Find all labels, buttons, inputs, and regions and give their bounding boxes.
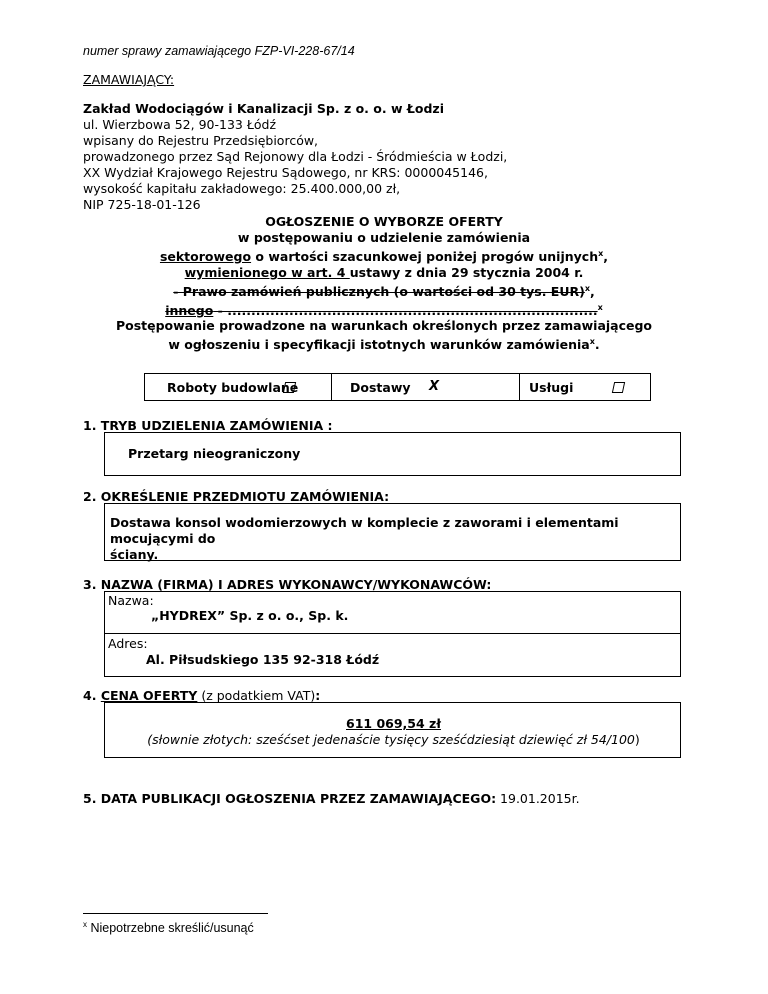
title-marker1: x <box>598 249 604 258</box>
section3-heading: 3. NAZWA (FIRMA) I ADRES WYKONAWCY/WYKONAWCÓW: <box>83 577 492 592</box>
orderer-court: prowadzonego przez Sąd Rejonowy dla Łodzi - Śródmieścia w Łodzi, <box>83 149 508 164</box>
title-comma1: , <box>603 249 609 265</box>
works-label: Roboty budowlane <box>167 380 299 395</box>
section4-colon: : <box>315 688 321 703</box>
title-line4 <box>84 265 684 281</box>
section4-vat: (z podatkiem VAT) <box>197 688 316 703</box>
section4-heading <box>83 688 320 703</box>
services-label: Usługi <box>529 380 574 395</box>
section5-heading: 5. DATA PUBLIKACJI OGŁOSZENIA PRZEZ ZAMAWIAJĄCEGO: <box>83 791 497 806</box>
title-sector: sektorowego <box>159 249 252 265</box>
title-comma2: , <box>590 284 595 300</box>
table-divider-2 <box>519 373 520 401</box>
procedure-mode: Przetarg nieograniczony <box>128 446 301 461</box>
conditions-marker: x <box>589 337 595 346</box>
conditions-dot: . <box>594 337 600 353</box>
orderer-nip: NIP 725-18-01-126 <box>83 197 201 212</box>
publication-date: 19.01.2015r. <box>496 791 580 806</box>
footnote-text: Niepotrzebne skreślić/usunąć <box>87 921 254 936</box>
contractor-address: Al. Piłsudskiego 135 92-318 Łódź <box>146 652 380 667</box>
orderer-name: Zakład Wodociągów i Kanalizacji Sp. z o. o. w Łodzi <box>83 101 444 116</box>
title-dots: - .............................................................................. <box>213 303 598 319</box>
title-line5 <box>84 281 684 300</box>
section2-box <box>104 503 681 561</box>
section1-heading: 1. TRYB UDZIELENIA ZAMÓWIENIA : <box>83 418 333 433</box>
conditions-line1: Postępowanie prowadzone na warunkach określonych przez zamawiającego <box>115 318 653 333</box>
subject-line2: ściany. <box>110 547 159 562</box>
title-threshold: o wartości szacunkowej poniżej progów unijnych <box>251 249 599 265</box>
conditions-text: w ogłoszeniu i specyfikacji istotnych warunków zamówienia <box>168 337 590 353</box>
orderer-label: ZAMAWIAJĄCY: <box>83 72 175 87</box>
footnote <box>83 920 254 935</box>
section4-title: CENA OFERTY <box>100 688 198 703</box>
orderer-block <box>83 101 507 213</box>
services-checkbox[interactable] <box>612 382 625 393</box>
title-marker3: x <box>597 303 603 313</box>
case-number: numer sprawy zamawiającego FZP-VI-228-67/14 <box>83 44 355 58</box>
title-line1: OGŁOSZENIE O WYBORZE OFERTY <box>265 214 503 229</box>
notice-title <box>84 214 684 319</box>
title-public-law: - Prawo zamówień publicznych (o wartości od 30 tys. EUR) <box>173 284 585 300</box>
name-label: Nazwa: <box>108 593 154 608</box>
price-words-text: (słownie złotych: sześćset jedenaście tysięcy sześćdziesiąt dziewięć zł 54/100 <box>147 732 635 747</box>
subject-text <box>110 515 680 563</box>
price-in-words <box>105 732 682 747</box>
supplies-label: Dostawy <box>350 380 411 395</box>
table-divider-1 <box>331 373 332 401</box>
procurement-type-table <box>144 373 651 401</box>
section5 <box>83 791 580 806</box>
title-line2: w postępowaniu o udzielenie zamówienia <box>237 230 531 245</box>
footnote-separator <box>83 913 268 914</box>
title-line6 <box>84 300 684 319</box>
subject-line1: Dostawa konsol wodomierzowych w komplecie z zaworami i elementami mocującymi do <box>110 515 619 546</box>
orderer-krs: XX Wydział Krajowego Rejestru Sądowego, nr KRS: 0000045146, <box>83 165 488 180</box>
orderer-capital: wysokość kapitału zakładowego: 25.400.000,00 zł, <box>83 181 401 196</box>
address-label: Adres: <box>108 636 148 651</box>
offer-price: 611 069,54 zł <box>346 716 441 731</box>
contractor-name-box <box>104 591 681 634</box>
conditions-line2 <box>84 334 684 353</box>
title-art4: wymienionego w art. 4 <box>184 265 350 281</box>
title-line3 <box>84 246 684 265</box>
price-words-end: ) <box>634 732 640 747</box>
orderer-address: ul. Wierzbowa 52, 90-133 Łódź <box>83 117 276 132</box>
title-other: innego <box>165 303 214 319</box>
section2-heading: 2. OKREŚLENIE PRZEDMIOTU ZAMÓWIENIA: <box>83 489 390 504</box>
contractor-name: „HYDREX” Sp. z o. o., Sp. k. <box>151 608 349 623</box>
works-checkbox[interactable] <box>283 382 296 393</box>
conditions <box>84 318 684 353</box>
section4-number: 4. <box>83 688 101 703</box>
title-law: ustawy z dnia 29 stycznia 2004 r. <box>349 265 584 281</box>
title-marker2: x <box>584 284 591 294</box>
section1-box <box>104 432 681 476</box>
footnote-marker: x <box>83 920 87 929</box>
section4-box <box>104 702 681 758</box>
contractor-address-box <box>104 633 681 677</box>
supplies-checkbox[interactable]: X <box>429 379 440 394</box>
orderer-register: wpisany do Rejestru Przedsiębiorców, <box>83 133 319 148</box>
